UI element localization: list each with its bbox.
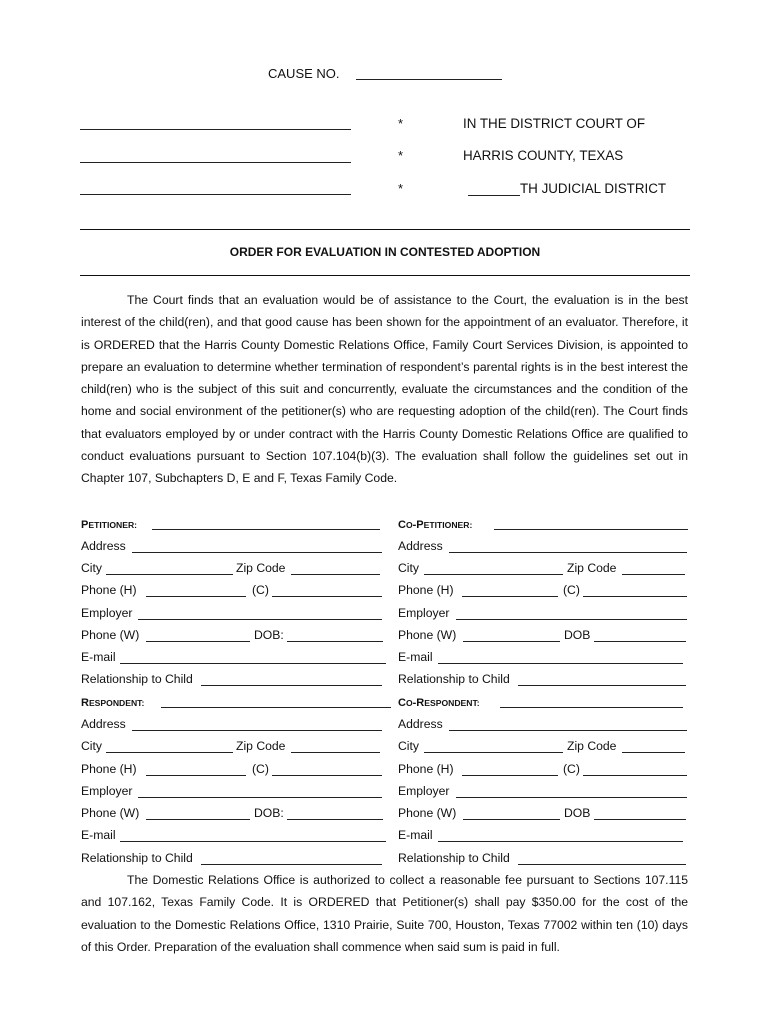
petitioner-employer-field[interactable] bbox=[138, 619, 382, 620]
petitioner-label: PETITIONER: bbox=[81, 519, 138, 531]
petitioner-employer-label: Employer bbox=[81, 606, 133, 620]
corespondent-dob-field[interactable] bbox=[594, 819, 686, 820]
respondent-cell-label: (C) bbox=[252, 762, 269, 776]
fee-paragraph bbox=[81, 869, 688, 958]
corespondent-employer-field[interactable] bbox=[456, 797, 687, 798]
petitioner-phone-w-label: Phone (W) bbox=[81, 628, 140, 642]
copetitioner-zip-field[interactable] bbox=[622, 574, 685, 575]
petitioner-dob-field[interactable] bbox=[287, 641, 383, 642]
respondent-phone-w-field[interactable] bbox=[146, 819, 250, 820]
asterisk-1: * bbox=[398, 116, 404, 131]
corespondent-name-field[interactable] bbox=[500, 707, 683, 708]
corespondent-email-label: E-mail bbox=[398, 828, 433, 842]
petitioner-relationship-field[interactable] bbox=[201, 685, 382, 686]
petitioner-address-label: Address bbox=[81, 539, 126, 553]
copetitioner-email-field[interactable] bbox=[438, 663, 683, 664]
district-number-field[interactable] bbox=[468, 195, 520, 196]
party-name-line-2[interactable] bbox=[80, 162, 351, 163]
corespondent-phone-w-field[interactable] bbox=[463, 819, 560, 820]
corespondent-relationship-label: Relationship to Child bbox=[398, 851, 510, 865]
fee-text: The Domestic Relations Office is authorized to collect a reasonable fee pursuant to Sections 107.115 and 107.162, Texas Family Code. It is ORDERED that Petitioner(s) shall pay $350.00 for the cost of the evaluation to the Domestic Relations Office, 1310 Prairie, Suite 700, Houston, Texas 77002 within ten (10) days of this Order. Preparation of the evaluation shall commence when said sum is paid in full. bbox=[81, 873, 688, 954]
petitioner-zip-field[interactable] bbox=[291, 574, 380, 575]
petitioner-zip-label: Zip Code bbox=[236, 561, 286, 575]
court-line-2: HARRIS COUNTY, TEXAS bbox=[463, 148, 624, 163]
respondent-email-field[interactable] bbox=[120, 841, 386, 842]
court-line-1: IN THE DISTRICT COURT OF bbox=[463, 116, 646, 131]
corespondent-address-field[interactable] bbox=[449, 730, 687, 731]
corespondent-zip-label: Zip Code bbox=[567, 739, 617, 753]
copetitioner-phone-h-label: Phone (H) bbox=[398, 583, 454, 597]
copetitioner-phone-h-field[interactable] bbox=[462, 596, 558, 597]
findings-text: The Court finds that an evaluation would be of assistance to the Court, the evaluation is in the best interest of the child(ren), and that good cause has been shown for the appointment of an evaluator. Therefore, it is ORDERED that the Harris County Domestic Relations Office, Family Court Services Division, is appointed to prepare an evaluation to determine whether termination of respondent’s parental rights is in the best interest the child(ren) who is the subject of this suit and concurrently, evaluate the circumstances and the condition of the home and social environment of the petitioner(s) who are requesting adoption of the child(ren). The Court finds that evaluators employed by or under contract with the Harris County Domestic Relations Office are qualified to conduct evaluations pursuant to Section 107.104(b)(3). The evaluation shall follow the guidelines set out in Chapter 107, Subchapters D, E and F, Texas Family Code. bbox=[81, 293, 688, 486]
respondent-employer-field[interactable] bbox=[138, 797, 382, 798]
corespondent-city-label: City bbox=[398, 739, 419, 753]
copetitioner-employer-label: Employer bbox=[398, 606, 450, 620]
respondent-dob-label: DOB: bbox=[254, 806, 284, 820]
respondent-name-field[interactable] bbox=[161, 707, 391, 708]
corespondent-cell-field[interactable] bbox=[583, 775, 687, 776]
cause-number-field[interactable] bbox=[356, 79, 502, 80]
corespondent-relationship-field[interactable] bbox=[518, 864, 686, 865]
copetitioner-employer-field[interactable] bbox=[456, 619, 687, 620]
asterisk-3: * bbox=[398, 181, 404, 196]
respondent-phone-h-label: Phone (H) bbox=[81, 762, 137, 776]
petitioner-dob-label: DOB: bbox=[254, 628, 284, 642]
respondent-address-field[interactable] bbox=[132, 730, 382, 731]
copetitioner-dob-field[interactable] bbox=[594, 641, 686, 642]
corespondent-address-label: Address bbox=[398, 717, 443, 731]
respondent-relationship-field[interactable] bbox=[201, 864, 382, 865]
respondent-phone-h-field[interactable] bbox=[146, 775, 246, 776]
respondent-label: RESPONDENT: bbox=[81, 697, 145, 709]
copetitioner-email-label: E-mail bbox=[398, 650, 433, 664]
respondent-relationship-label: Relationship to Child bbox=[81, 851, 193, 865]
copetitioner-cell-field[interactable] bbox=[583, 596, 687, 597]
copetitioner-city-label: City bbox=[398, 561, 419, 575]
corespondent-phone-w-label: Phone (W) bbox=[398, 806, 457, 820]
corespondent-phone-h-field[interactable] bbox=[462, 775, 558, 776]
corespondent-phone-h-label: Phone (H) bbox=[398, 762, 454, 776]
respondent-phone-w-label: Phone (W) bbox=[81, 806, 140, 820]
petitioner-relationship-label: Relationship to Child bbox=[81, 672, 193, 686]
copetitioner-cell-label: (C) bbox=[563, 583, 580, 597]
title-rule-bottom bbox=[80, 275, 690, 276]
petitioner-city-field[interactable] bbox=[106, 574, 233, 575]
cause-number-label: CAUSE NO. bbox=[268, 66, 340, 81]
petitioner-email-label: E-mail bbox=[81, 650, 116, 664]
petitioner-phone-w-field[interactable] bbox=[146, 641, 250, 642]
copetitioner-dob-label: DOB bbox=[564, 628, 591, 642]
corespondent-employer-label: Employer bbox=[398, 784, 450, 798]
asterisk-2: * bbox=[398, 148, 404, 163]
petitioner-email-field[interactable] bbox=[120, 663, 386, 664]
respondent-dob-field[interactable] bbox=[287, 819, 383, 820]
petitioner-cell-label: (C) bbox=[252, 583, 269, 597]
copetitioner-zip-label: Zip Code bbox=[567, 561, 617, 575]
copetitioner-city-field[interactable] bbox=[424, 574, 563, 575]
copetitioner-name-field[interactable] bbox=[494, 529, 688, 530]
petitioner-city-label: City bbox=[81, 561, 102, 575]
court-line-3: TH JUDICIAL DISTRICT bbox=[520, 181, 667, 196]
copetitioner-phone-w-field[interactable] bbox=[463, 641, 560, 642]
copetitioner-address-label: Address bbox=[398, 539, 443, 553]
respondent-email-label: E-mail bbox=[81, 828, 116, 842]
corespondent-cell-label: (C) bbox=[563, 762, 580, 776]
petitioner-cell-field[interactable] bbox=[272, 596, 382, 597]
party-name-line-1[interactable] bbox=[80, 129, 351, 130]
petitioner-name-field[interactable] bbox=[152, 529, 380, 530]
copetitioner-phone-w-label: Phone (W) bbox=[398, 628, 457, 642]
corespondent-dob-label: DOB bbox=[564, 806, 591, 820]
respondent-zip-label: Zip Code bbox=[236, 739, 286, 753]
copetitioner-label: CO-PETITIONER: bbox=[398, 519, 473, 531]
respondent-city-label: City bbox=[81, 739, 102, 753]
copetitioner-relationship-label: Relationship to Child bbox=[398, 672, 510, 686]
copetitioner-relationship-field[interactable] bbox=[518, 685, 686, 686]
petitioner-phone-h-label: Phone (H) bbox=[81, 583, 137, 597]
respondent-employer-label: Employer bbox=[81, 784, 133, 798]
petitioner-phone-h-field[interactable] bbox=[146, 596, 246, 597]
findings-paragraph bbox=[81, 289, 688, 490]
document-title: ORDER FOR EVALUATION IN CONTESTED ADOPTION bbox=[229, 245, 541, 259]
petitioner-address-field[interactable] bbox=[132, 552, 382, 553]
corespondent-city-field[interactable] bbox=[424, 752, 563, 753]
copetitioner-address-field[interactable] bbox=[449, 552, 687, 553]
corespondent-zip-field[interactable] bbox=[622, 752, 685, 753]
respondent-zip-field[interactable] bbox=[291, 752, 380, 753]
corespondent-label: CO-RESPONDENT: bbox=[398, 697, 480, 709]
party-name-line-3[interactable] bbox=[80, 194, 351, 195]
corespondent-email-field[interactable] bbox=[438, 841, 683, 842]
respondent-cell-field[interactable] bbox=[272, 775, 382, 776]
title-rule-top bbox=[80, 229, 690, 230]
respondent-city-field[interactable] bbox=[106, 752, 233, 753]
respondent-address-label: Address bbox=[81, 717, 126, 731]
